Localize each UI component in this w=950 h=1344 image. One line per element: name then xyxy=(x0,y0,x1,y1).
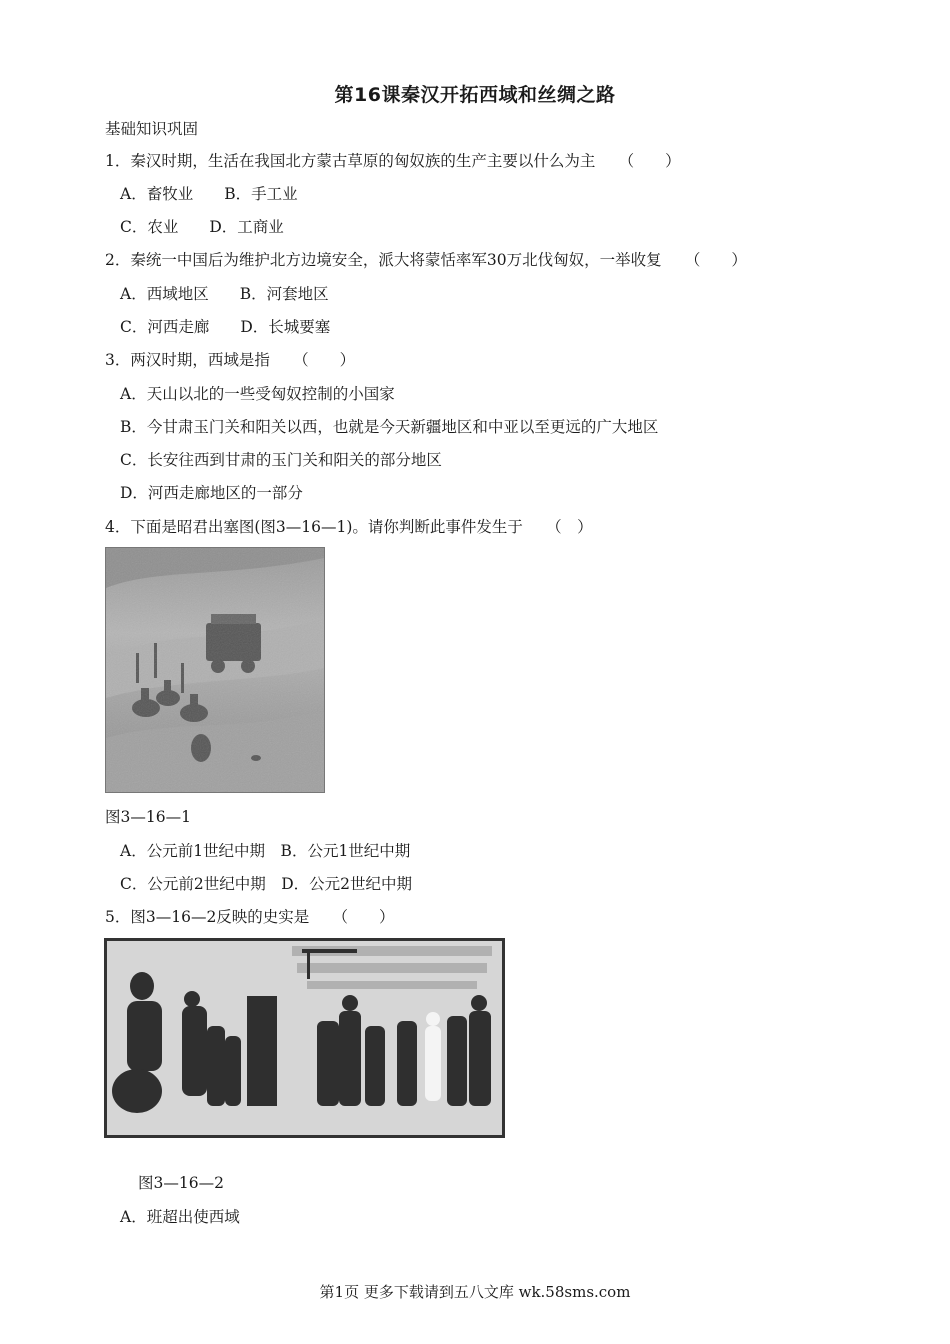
question-1-options-cd: C．农业 D．工商业 xyxy=(120,218,284,236)
question-2-options-cd: C．河西走廊 D．长城要塞 xyxy=(120,318,331,336)
question-3-stem: 3．两汉时期，西域是指 （ ） xyxy=(105,351,356,369)
question-2-stem: 2．秦统一中国后为维护北方边境安全，派大将蒙恬率军30万北伐匈奴，一举收复 （ ） xyxy=(105,251,747,269)
question-3-option-d: D．河西走廊地区的一部分 xyxy=(120,484,303,502)
question-4-options-ab: A．公元前1世纪中期 B．公元1世纪中期 xyxy=(120,842,411,860)
question-2-options-ab: A．西域地区 B．河套地区 xyxy=(120,285,329,303)
document-title: 第16课秦汉开拓西域和丝绸之路 xyxy=(334,84,616,106)
figure-1-caption: 图3—16—1 xyxy=(105,808,191,826)
question-3-option-b: B．今甘肃玉门关和阳关以西，也就是今天新疆地区和中亚以至更远的广大地区 xyxy=(120,418,659,436)
question-1-options-ab: A．畜牧业 B．手工业 xyxy=(120,185,298,203)
question-4-options-cd: C．公元前2世纪中期 D．公元2世纪中期 xyxy=(120,875,413,893)
question-4-stem: 4．下面是昭君出塞图(图3—16—1)。请你判断此事件发生于 （ ） xyxy=(105,518,593,536)
section-heading: 基础知识巩固 xyxy=(105,120,199,138)
question-1-stem: 1．秦汉时期，生活在我国北方蒙古草原的匈奴族的生产主要以什么为主 （ ） xyxy=(105,152,681,170)
figure-2-caption: 图3—16—2 xyxy=(138,1174,224,1192)
page-footer: 第1页 更多下载请到五八文库 wk.58sms.com xyxy=(319,1283,631,1301)
silk-road-mural-image xyxy=(104,938,505,1138)
question-3-option-a: A．天山以北的一些受匈奴控制的小国家 xyxy=(120,385,395,403)
question-3-option-c: C．长安往西到甘肃的玉门关和阳关的部分地区 xyxy=(120,451,442,469)
zhaojun-painting-image xyxy=(105,547,325,793)
question-5-option-a: A．班超出使西域 xyxy=(120,1208,240,1226)
question-5-stem: 5．图3—16—2反映的史实是 （ ） xyxy=(105,908,395,926)
